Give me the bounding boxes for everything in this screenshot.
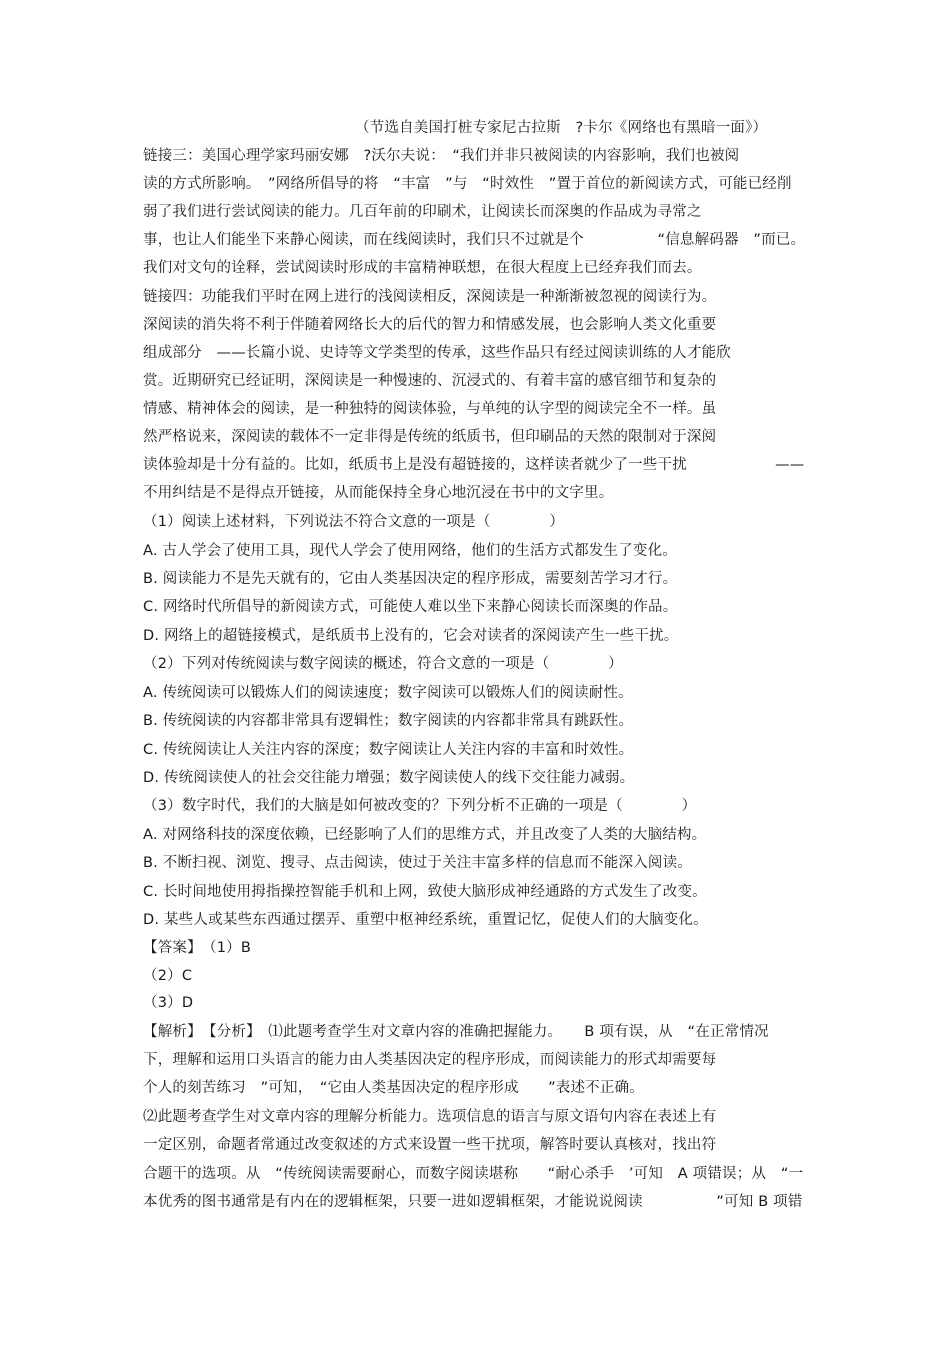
paragraph-line: 情感、精神体会的阅读，是一种独特的阅读体验，与单纯的认字型的阅读完全不一样。虽	[143, 401, 717, 417]
paragraph-line: 读体验却是十分有益的。比如，纸质书上是没有超链接的，这样读者就少了一些干扰 ——	[143, 457, 805, 473]
question-option: B. 传统阅读的内容都非常具有逻辑性；数字阅读的内容都非常具有跳跃性。	[143, 713, 634, 729]
paragraph-line: 事，也让人们能坐下来静心阅读，而在线阅读时，我们只不过就是个 “信息解码器 ”而已。	[143, 232, 806, 248]
question-option: B. 不断扫视、浏览、搜寻、点击阅读，使过于关注丰富多样的信息而不能深入阅读。	[143, 855, 692, 871]
paragraph-line: 然严格说来，深阅读的载体不一定非得是传统的纸质书，但印刷品的天然的限制对于深阅	[143, 429, 717, 445]
answer-line: 【答案】 （1）B	[143, 940, 251, 956]
analysis-line: 本优秀的图书通常是有内在的逻辑框架，只要一进如逻辑框架，才能说说阅读 ”可知 B 项错	[143, 1194, 803, 1210]
answer-line: （2）C	[143, 968, 193, 984]
paragraph-line: 读的方式所影响。 ”网络所倡导的将 “丰富 ”与 “时效性 ”置于首位的新阅读方式，可能已经削	[143, 176, 792, 192]
analysis-line: 合题干的选项。从 “传统阅读需要耐心，而数字阅读堪称 “耐心杀手 ’可知 A 项错误；从 “一	[143, 1166, 804, 1182]
question-option: C. 长时间地使用拇指操控智能手机和上网，致使大脑形成神经通路的方式发生了改变。	[143, 884, 707, 900]
question-option: C. 网络时代所倡导的新阅读方式，可能使人难以坐下来静心阅读长而深奥的作品。	[143, 599, 678, 615]
analysis-line: 个人的刻苦练习 ”可知， “它由人类基因决定的程序形成 ”表述不正确。	[143, 1080, 644, 1096]
paragraph-line: 链接四：功能我们平时在网上进行的浅阅读相反，深阅读是一种渐渐被忽视的阅读行为。	[143, 289, 717, 305]
question-option: D. 某些人或某些东西通过摆弄、重塑中枢神经系统，重置记忆，促使人们的大脑变化。	[143, 912, 708, 928]
source-citation: （节选自美国打桩专家尼古拉斯 ?卡尔《网络也有黑暗一面》）	[355, 120, 768, 136]
question-stem: （2）下列对传统阅读与数字阅读的概述，符合文意的一项是（ ）	[143, 656, 623, 672]
question-option: C. 传统阅读让人关注内容的深度；数字阅读让人关注内容的丰富和时效性。	[143, 742, 634, 758]
analysis-line: 【解析】 【分析】 ⑴此题考查学生对文章内容的准确把握能力。 B 项有误，从 “在正常情况	[143, 1024, 769, 1040]
question-stem: （1）阅读上述材料，下列说法不符合文意的一项是（ ）	[143, 514, 565, 530]
paragraph-line: 我们对文句的诠释，尝试阅读时形成的丰富精神联想，在很大程度上已经弃我们而去。	[143, 260, 702, 276]
question-option: B. 阅读能力不是先天就有的，它由人类基因决定的程序形成，需要刻苦学习才行。	[143, 571, 678, 587]
question-stem: （3）数字时代，我们的大脑是如何被改变的？下列分析不正确的一项是（ ）	[143, 798, 697, 814]
paragraph-line: 组成部分 ——长篇小说、史诗等文学类型的传承，这些作品只有经过阅读训练的人才能欣	[143, 345, 731, 361]
analysis-line: 一定区别，命题者常通过改变叙述的方式来设置一些干扰项，解答时要认真核对，找出符	[143, 1137, 717, 1153]
answer-line: （3）D	[143, 995, 194, 1011]
analysis-line: 下，理解和运用口头语言的能力由人类基因决定的程序形成，而阅读能力的形式却需要每	[143, 1052, 717, 1068]
paragraph-line: 链接三：美国心理学家玛丽安娜 ?沃尔夫说： “我们并非只被阅读的内容影响，我们也被阅	[143, 148, 740, 164]
paragraph-line: 不用纠结是不是得点开链接，从而能保持全身心地沉浸在书中的文字里。	[143, 485, 614, 501]
analysis-line: ⑵此题考查学生对文章内容的理解分析能力。选项信息的语言与原文语句内容在表述上有	[143, 1109, 717, 1125]
paragraph-line: 赏。近期研究已经证明，深阅读是一种慢速的、沉浸式的、有着丰富的感官细节和复杂的	[143, 373, 717, 389]
question-option: A. 传统阅读可以锻炼人们的阅读速度；数字阅读可以锻炼人们的阅读耐性。	[143, 685, 633, 701]
question-option: A. 对网络科技的深度依赖，已经影响了人们的思维方式，并且改变了人类的大脑结构。	[143, 827, 707, 843]
paragraph-line: 深阅读的消失将不利于伴随着网络长大的后代的智力和情感发展，也会影响人类文化重要	[143, 317, 717, 333]
question-option: A. 古人学会了使用工具，现代人学会了使用网络，他们的生活方式都发生了变化。	[143, 543, 677, 559]
question-option: D. 网络上的超链接模式，是纸质书上没有的，它会对读者的深阅读产生一些干扰。	[143, 628, 679, 644]
question-option: D. 传统阅读使人的社会交往能力增强；数字阅读使人的线下交往能力减弱。	[143, 770, 635, 786]
paragraph-line: 弱了我们进行尝试阅读的能力。几百年前的印刷术，让阅读长而深奥的作品成为寻常之	[143, 204, 702, 220]
